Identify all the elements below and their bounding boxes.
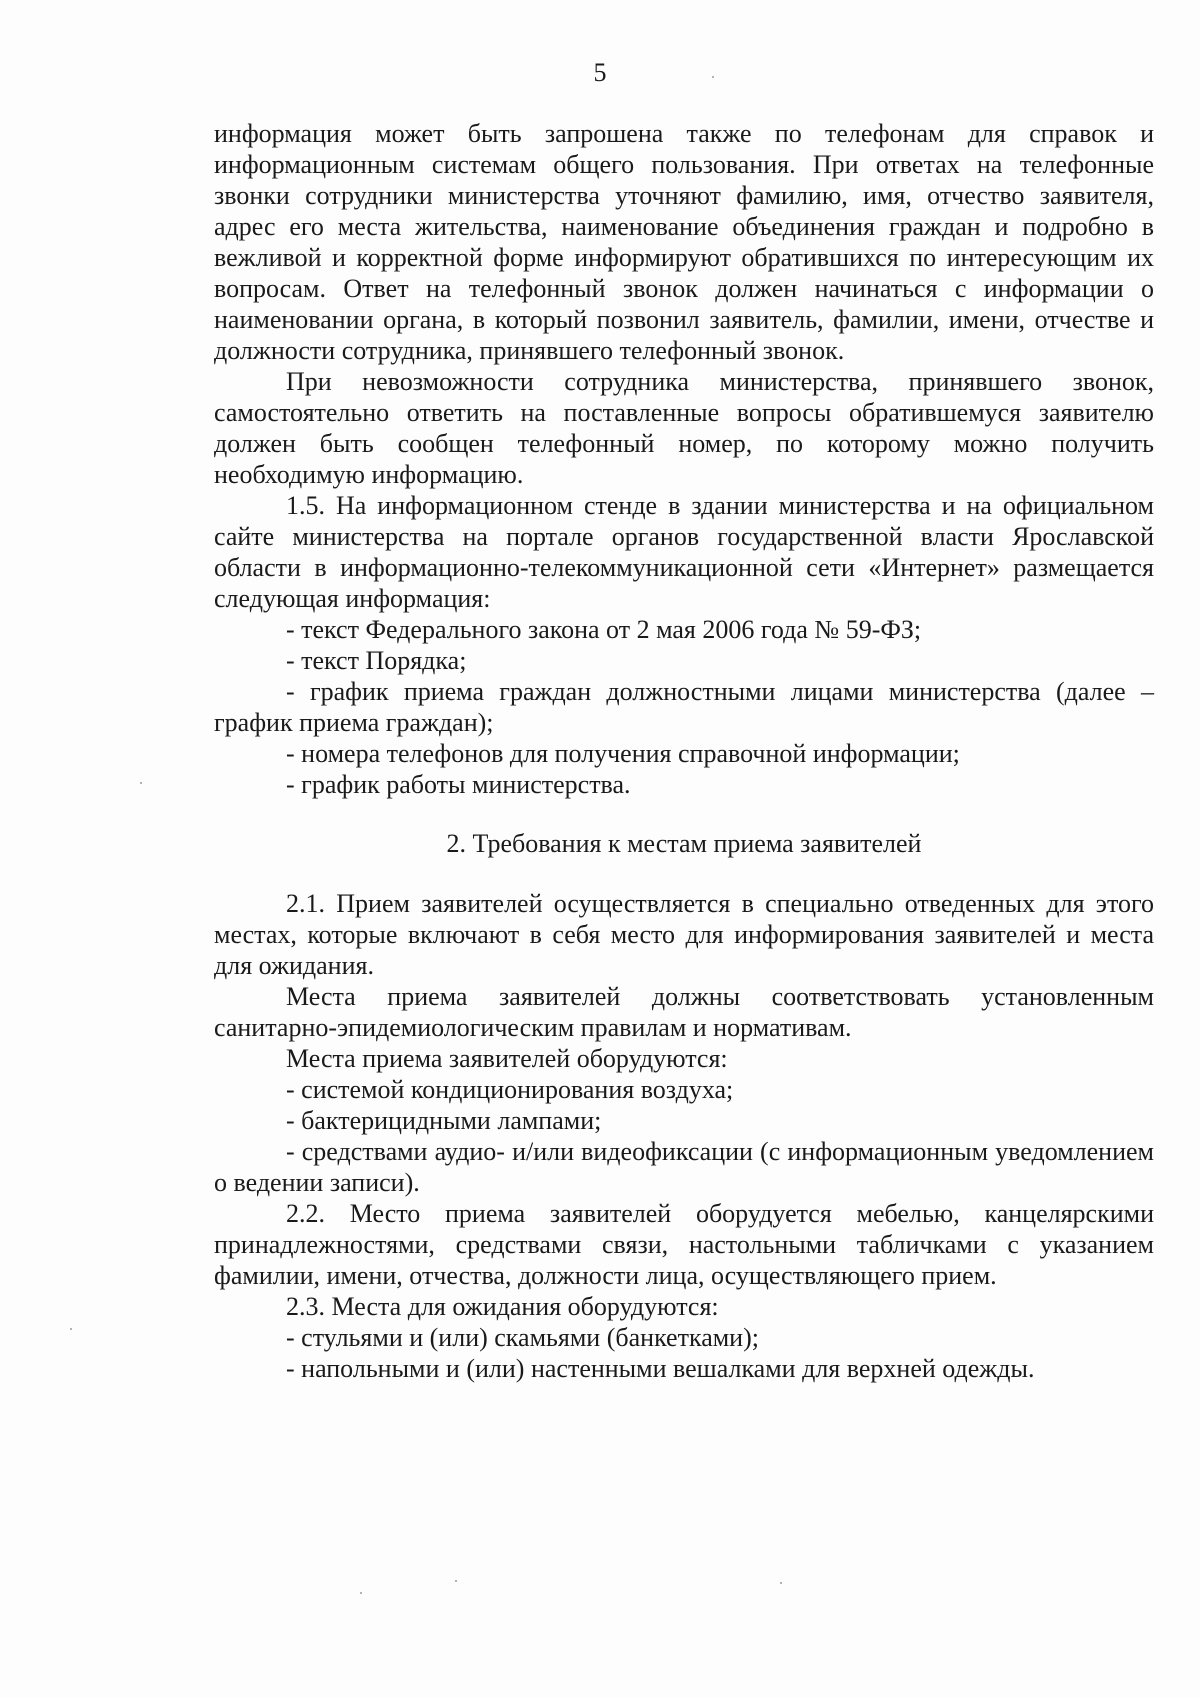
- paragraph-phone-inquiries: информация может быть запрошена также по телефонам для справок и информационным системам общего пользования. При ответах на телефонные звонки сотрудники министерства уточняют фамилию, имя, отчество заявителя, адрес его места жительства, наименование объединения граждан и подробно в вежливой и корректной форме информируют обратившихся по интересующим их вопросам. Ответ на телефонный звонок должен начинаться с информации о наименовании органа, в который позвонил заявитель, фамилии, имени, отчестве и должности сотрудника, принявшего телефонный звонок.: [214, 119, 1154, 365]
- scan-speck: [780, 1582, 782, 1584]
- paragraph-1-5-info-stand: 1.5. На информационном стенде в здании министерства и на официальном сайте министерства на портале органов государственной власти Ярославской области в информационно-телекоммуникационной сети «Интернет» размещается следующая информация:: [214, 491, 1154, 613]
- list-item-reception-schedule: - график приема граждан должностными лицами министерства (далее – график приема граждан);: [214, 677, 1154, 737]
- list-item-audio-video: - средствами аудио- и/или видеофиксации (с информационным уведомлением о ведении записи).: [214, 1137, 1154, 1197]
- list-item-hangers: - напольными и (или) настенными вешалками для верхней одежды.: [286, 1354, 1035, 1383]
- list-item-federal-law: - текст Федерального закона от 2 мая 2006 года № 59-ФЗ;: [286, 615, 922, 644]
- paragraph-2-3-waiting-places: 2.3. Места для ожидания оборудуются:: [286, 1292, 719, 1321]
- paragraph-equipped-with: Места приема заявителей оборудуются:: [286, 1044, 728, 1073]
- scan-speck: [455, 1580, 457, 1582]
- list-item-procedure-text: - текст Порядка;: [286, 646, 467, 675]
- list-item-chairs: - стульями и (или) скамьями (банкетками);: [286, 1323, 759, 1352]
- scan-speck: [712, 76, 714, 78]
- scan-speck: [140, 782, 142, 784]
- scan-speck: [70, 1328, 72, 1330]
- list-item-phone-numbers: - номера телефонов для получения справочной информации;: [286, 739, 960, 768]
- paragraph-2-1-reception-places: 2.1. Прием заявителей осуществляется в специально отведенных для этого местах, которые включают в себя место для информирования заявителей и места для ожидания.: [214, 889, 1154, 980]
- paragraph-sanitary-rules: Места приема заявителей должны соответствовать установленным санитарно-эпидемиологическим правилам и нормативам.: [214, 982, 1154, 1042]
- page-number: 5: [593, 58, 607, 87]
- list-item-bactericidal-lamps: - бактерицидными лампами;: [286, 1106, 602, 1135]
- paragraph-2-2-furniture: 2.2. Место приема заявителей оборудуется мебелью, канцелярскими принадлежностями, средствами связи, настольными табличками с указанием фамилии, имени, отчества, должности лица, осуществляющего прием.: [214, 1199, 1154, 1290]
- list-item-work-schedule: - график работы министерства.: [286, 770, 631, 799]
- scan-speck: [360, 1592, 362, 1594]
- list-item-air-conditioning: - системой кондиционирования воздуха;: [286, 1075, 734, 1104]
- paragraph-unable-to-answer: При невозможности сотрудника министерства, принявшего звонок, самостоятельно ответить на поставленные вопросы обратившемуся заявителю должен быть сообщен телефонный номер, по которому можно получить необходимую информацию.: [214, 367, 1154, 489]
- document-body: [214, 118, 1154, 1384]
- section-heading: 2. Требования к местам приема заявителей: [446, 829, 922, 858]
